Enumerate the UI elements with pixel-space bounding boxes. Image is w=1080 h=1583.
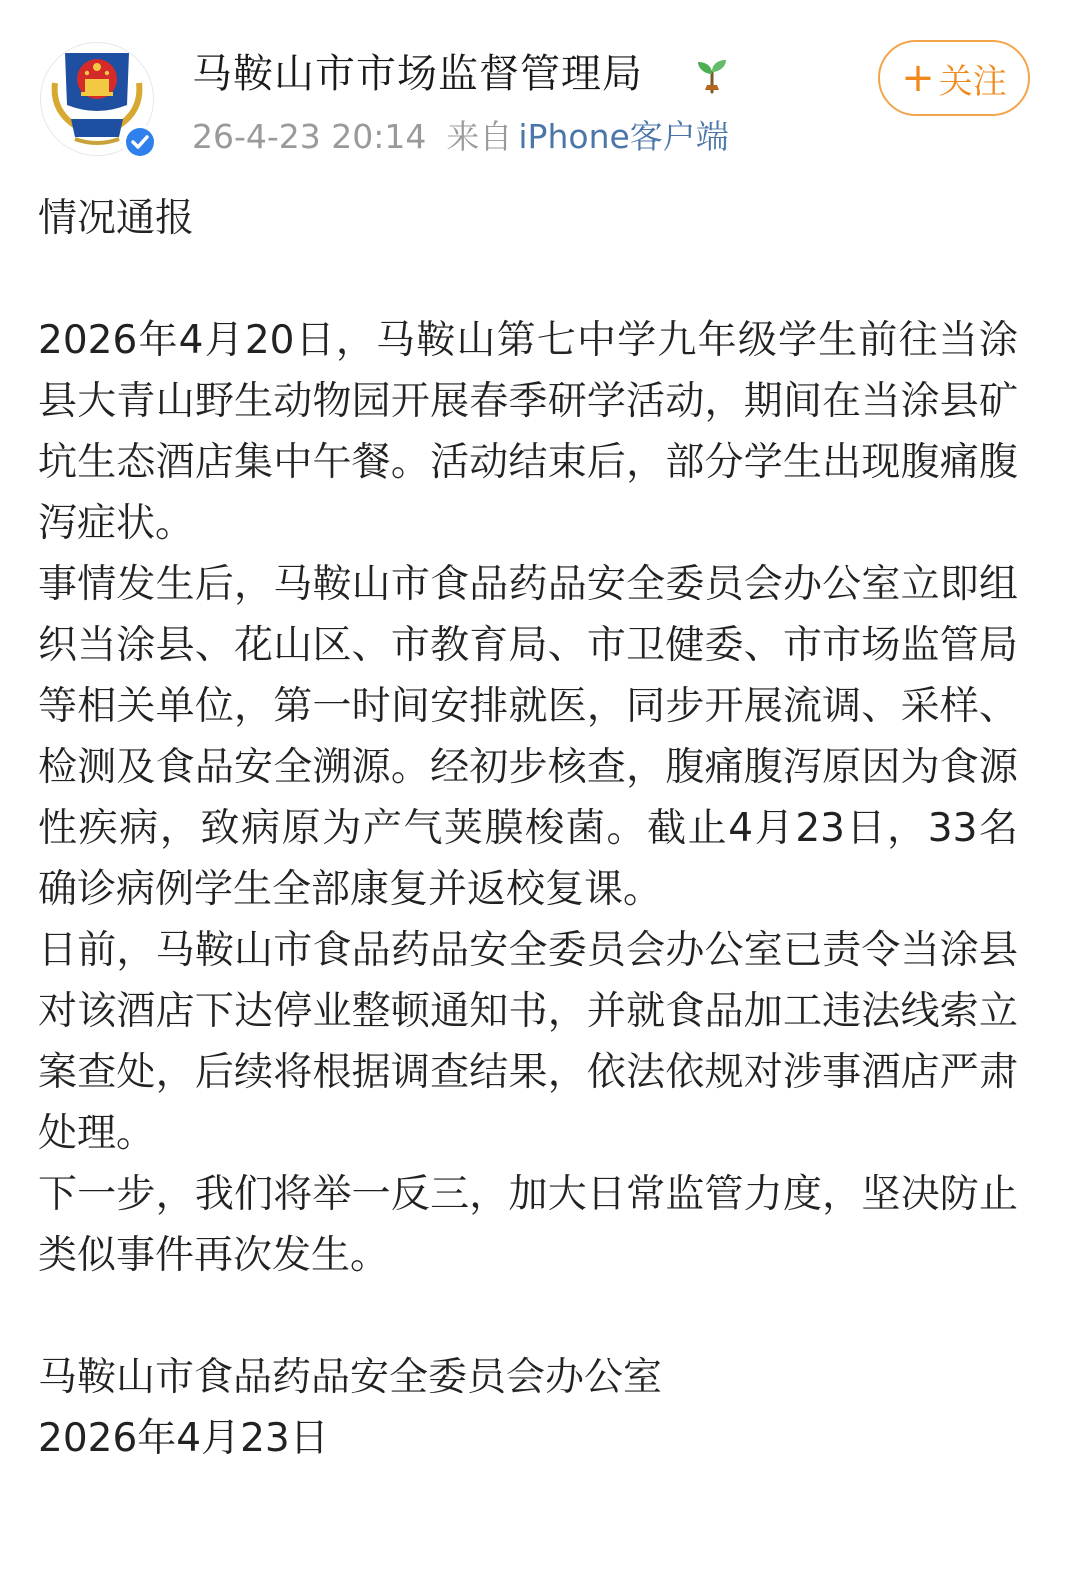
post-paragraph: 下一步，我们将举一反三，加大日常监管力度，坚决防止类似事件再次发生。 xyxy=(38,1172,1018,1278)
signature-issuer: 马鞍山市食品药品安全委员会办公室 xyxy=(38,1355,663,1400)
plus-icon: + xyxy=(901,55,935,101)
post-paragraph: 事情发生后，马鞍山市食品药品安全委员会办公室立即组织当涂县、花山区、市教育局、市卫健委、市市场监管局等相关单位，第一时间安排就医，同步开展流调、采样、检测及食品安全溯源。经初步核查，腹痛腹泻原因为食源性疾病，致病原为产气荚膜梭菌。截止4月23日，33名确诊病例学生全部康复并返校复课。 xyxy=(38,562,1018,912)
account-name[interactable]: 马鞍山市市场监督管理局 xyxy=(192,51,643,97)
paragraph-spacer xyxy=(38,1286,1018,1347)
post-timestamp: 26-4-23 20:14 xyxy=(192,117,427,156)
post-body xyxy=(38,188,1018,1469)
follow-button[interactable] xyxy=(878,40,1030,116)
sprout-icon xyxy=(692,54,732,94)
source-client-link[interactable]: iPhone客户端 xyxy=(518,117,729,156)
verified-check-icon xyxy=(122,124,158,160)
post-paragraph: 2026年4月20日，马鞍山第七中学九年级学生前往当涂县大青山野生动物园开展春季研学活动，期间在当涂县矿坑生态酒店集中午餐。活动结束后，部分学生出现腹痛腹泻症状。 xyxy=(38,318,1018,546)
paragraph-spacer xyxy=(38,249,1018,310)
source-prefix: 来自 xyxy=(446,117,513,156)
avatar[interactable] xyxy=(40,42,158,160)
post-meta xyxy=(192,112,729,162)
signature-date: 2026年4月23日 xyxy=(38,1416,329,1461)
post-title: 情况通报 xyxy=(38,196,195,241)
post-header xyxy=(0,0,1080,180)
follow-button-label: 关注 xyxy=(938,61,1007,102)
post-paragraph: 日前，马鞍山市食品药品安全委员会办公室已责令当涂县对该酒店下达停业整顿通知书，并就食品加工违法线索立案查处，后续将根据调查结果，依法依规对涉事酒店严肃处理。 xyxy=(38,928,1018,1156)
